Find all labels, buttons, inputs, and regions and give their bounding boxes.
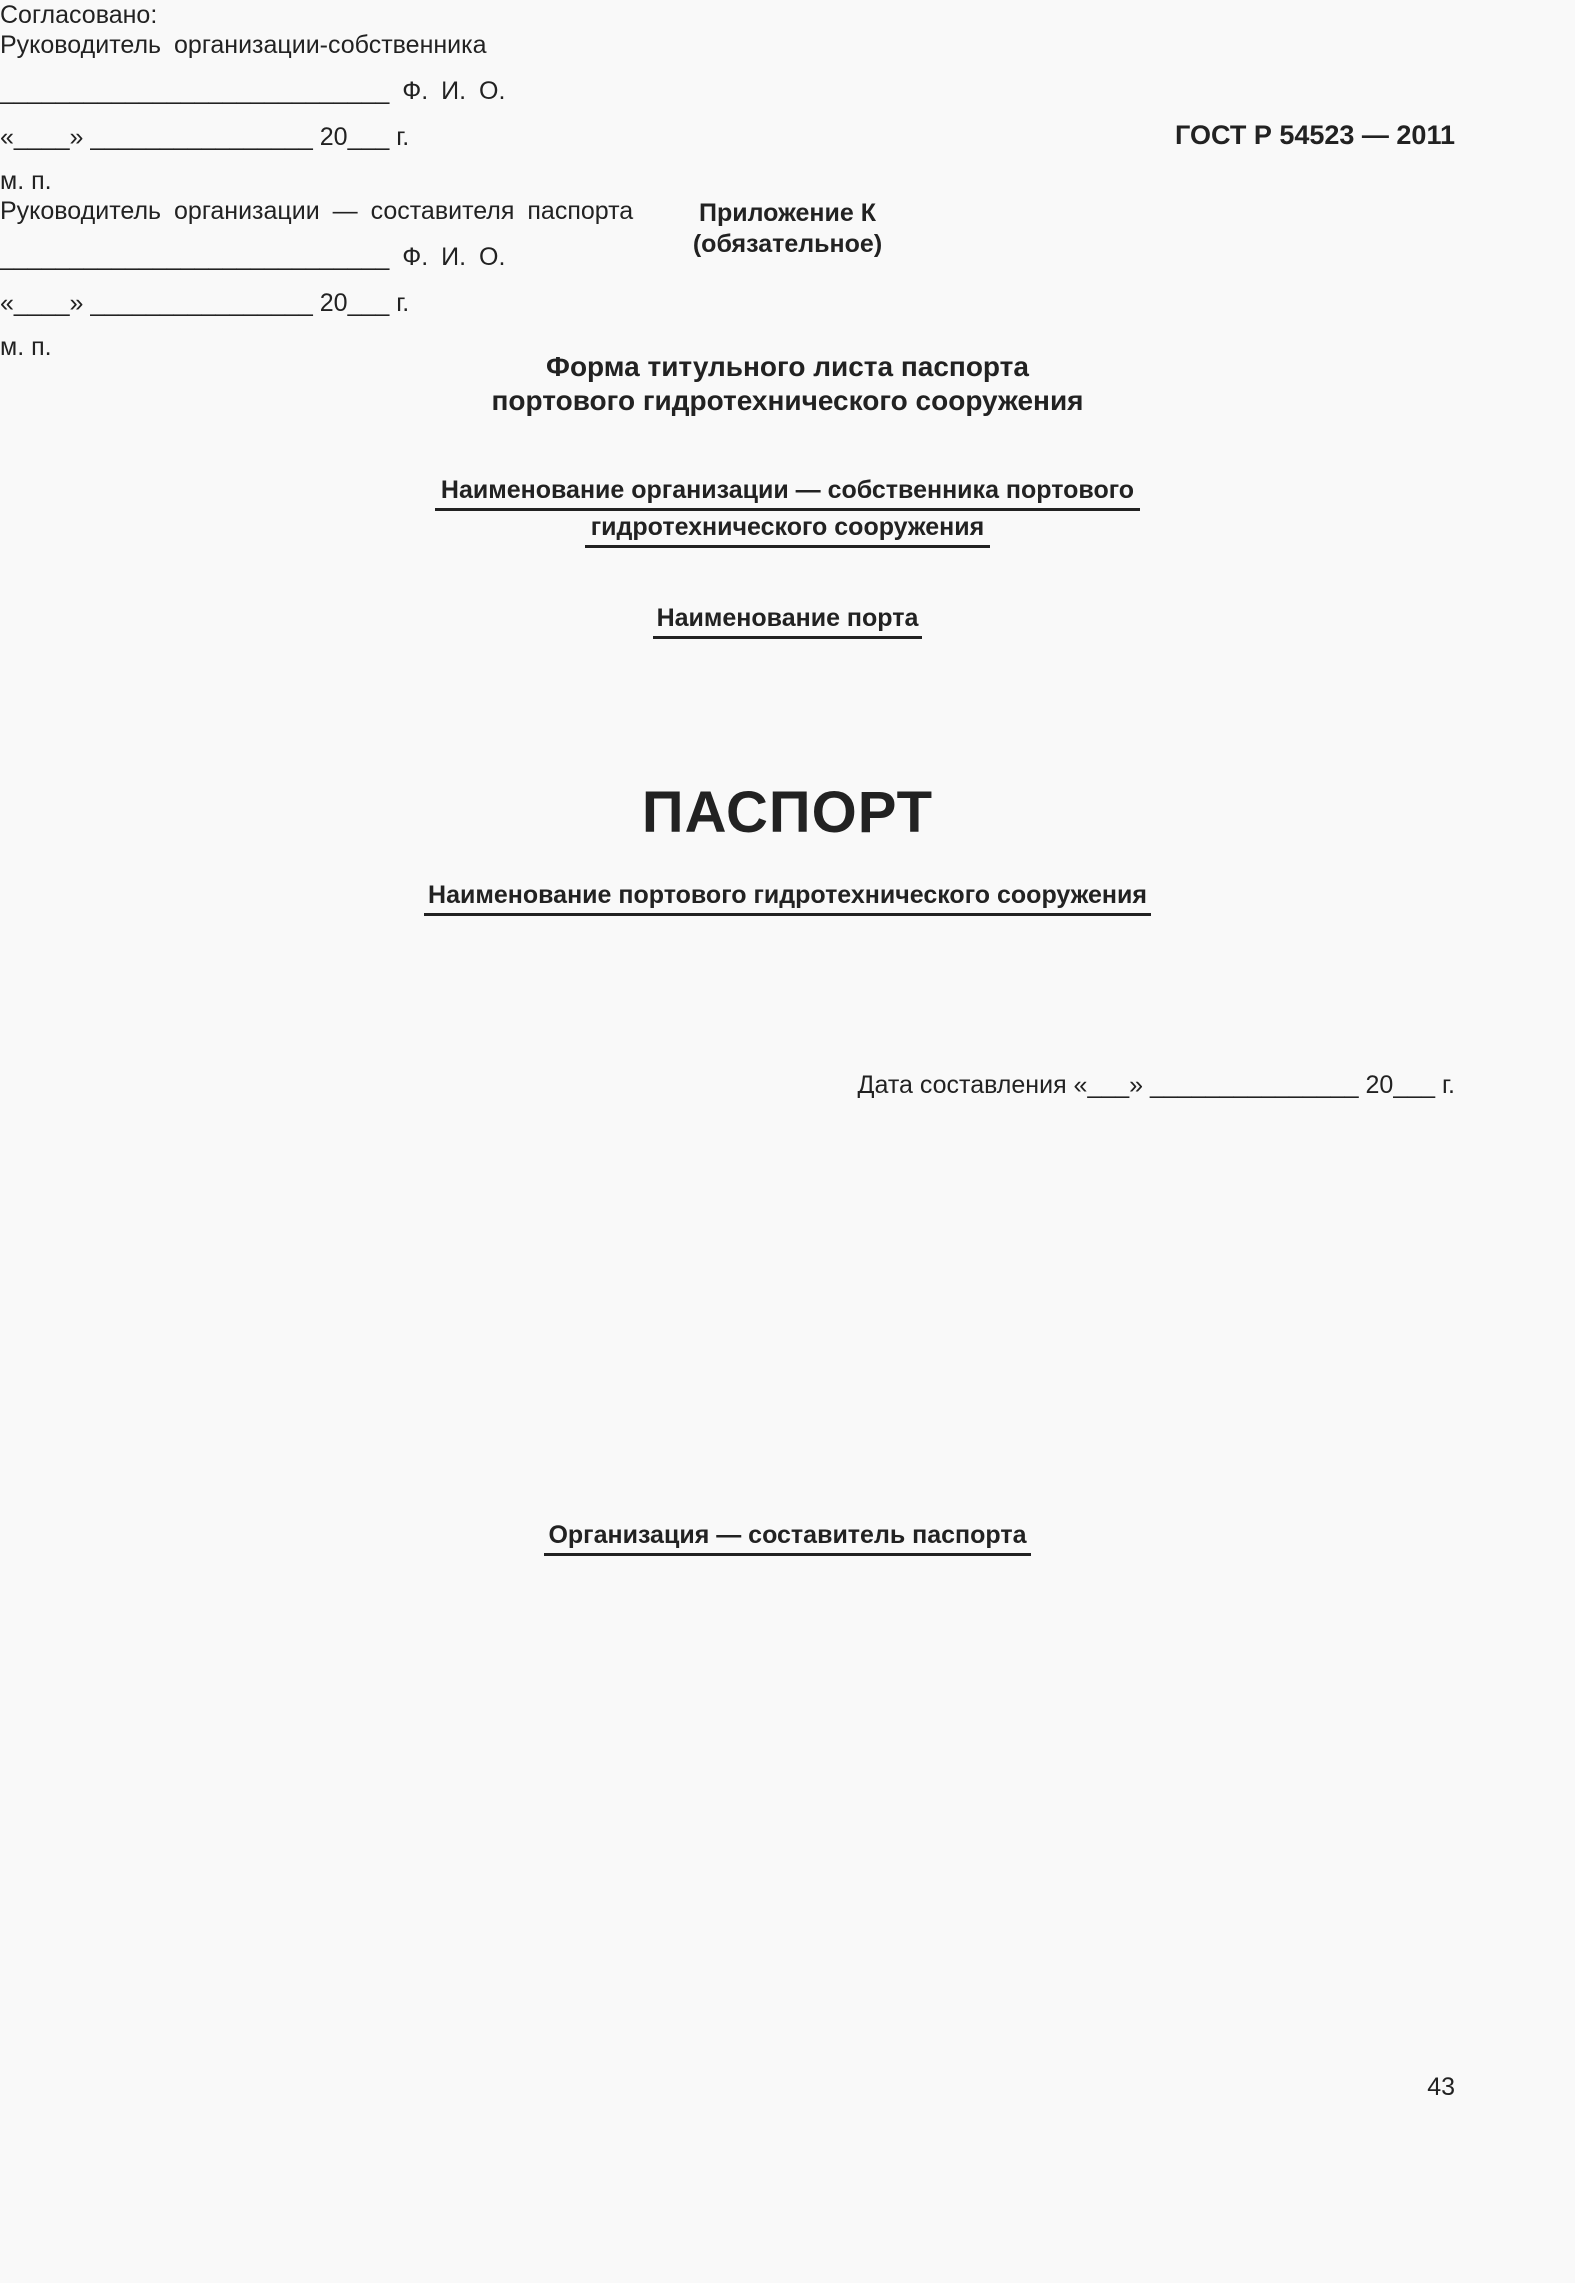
form-title-line2: портового гидротехнического сооружения [491,385,1084,416]
owner-org-text-line1: Наименование организации — собственника портового [435,475,1140,511]
approval-role: Руководитель организации-собственника [0,31,487,59]
approval-name-line: ____________________________ Ф. И. О. [0,77,506,105]
owner-org-caption-line2 [0,512,1575,548]
port-name-text: Наименование порта [653,603,923,639]
passport-title: ПАСПОРТ [641,780,934,845]
annex-status: (обязательное) [692,230,883,258]
compiler-head-name-line: ____________________________ Ф. И. О. [0,243,506,271]
compiler-head-date-line: «____» ________________ 20___ г. [0,289,410,317]
approval-label: Согласовано: [0,1,158,29]
form-title-line1: Форма титульного листа паспорта [546,351,1029,382]
port-name-caption [0,603,1575,639]
structure-name-caption [0,880,1575,916]
standard-code: ГОСТ Р 54523 — 2011 [1175,120,1455,150]
compiler-head-role: Руководитель организации — составителя паспорта [0,197,634,225]
approval-seal: м. п. [0,167,52,195]
approval-date-line: «____» ________________ 20___ г. [0,123,410,151]
compilation-date-line: Дата составления «___» _______________ 20___ г. [857,1071,1455,1099]
approval-block [0,0,1575,196]
compiler-org-caption [0,1520,1575,1556]
owner-org-caption-line1 [0,475,1575,511]
structure-name-text: Наименование портового гидротехнического сооружения [424,880,1151,916]
annex-title: Приложение К [699,199,876,227]
compiler-head-seal: м. п. [0,333,52,361]
owner-org-text-line2: гидротехнического сооружения [585,512,990,548]
page-number: 43 [1427,2073,1455,2101]
compiler-org-text: Организация — составитель паспорта [544,1520,1030,1556]
